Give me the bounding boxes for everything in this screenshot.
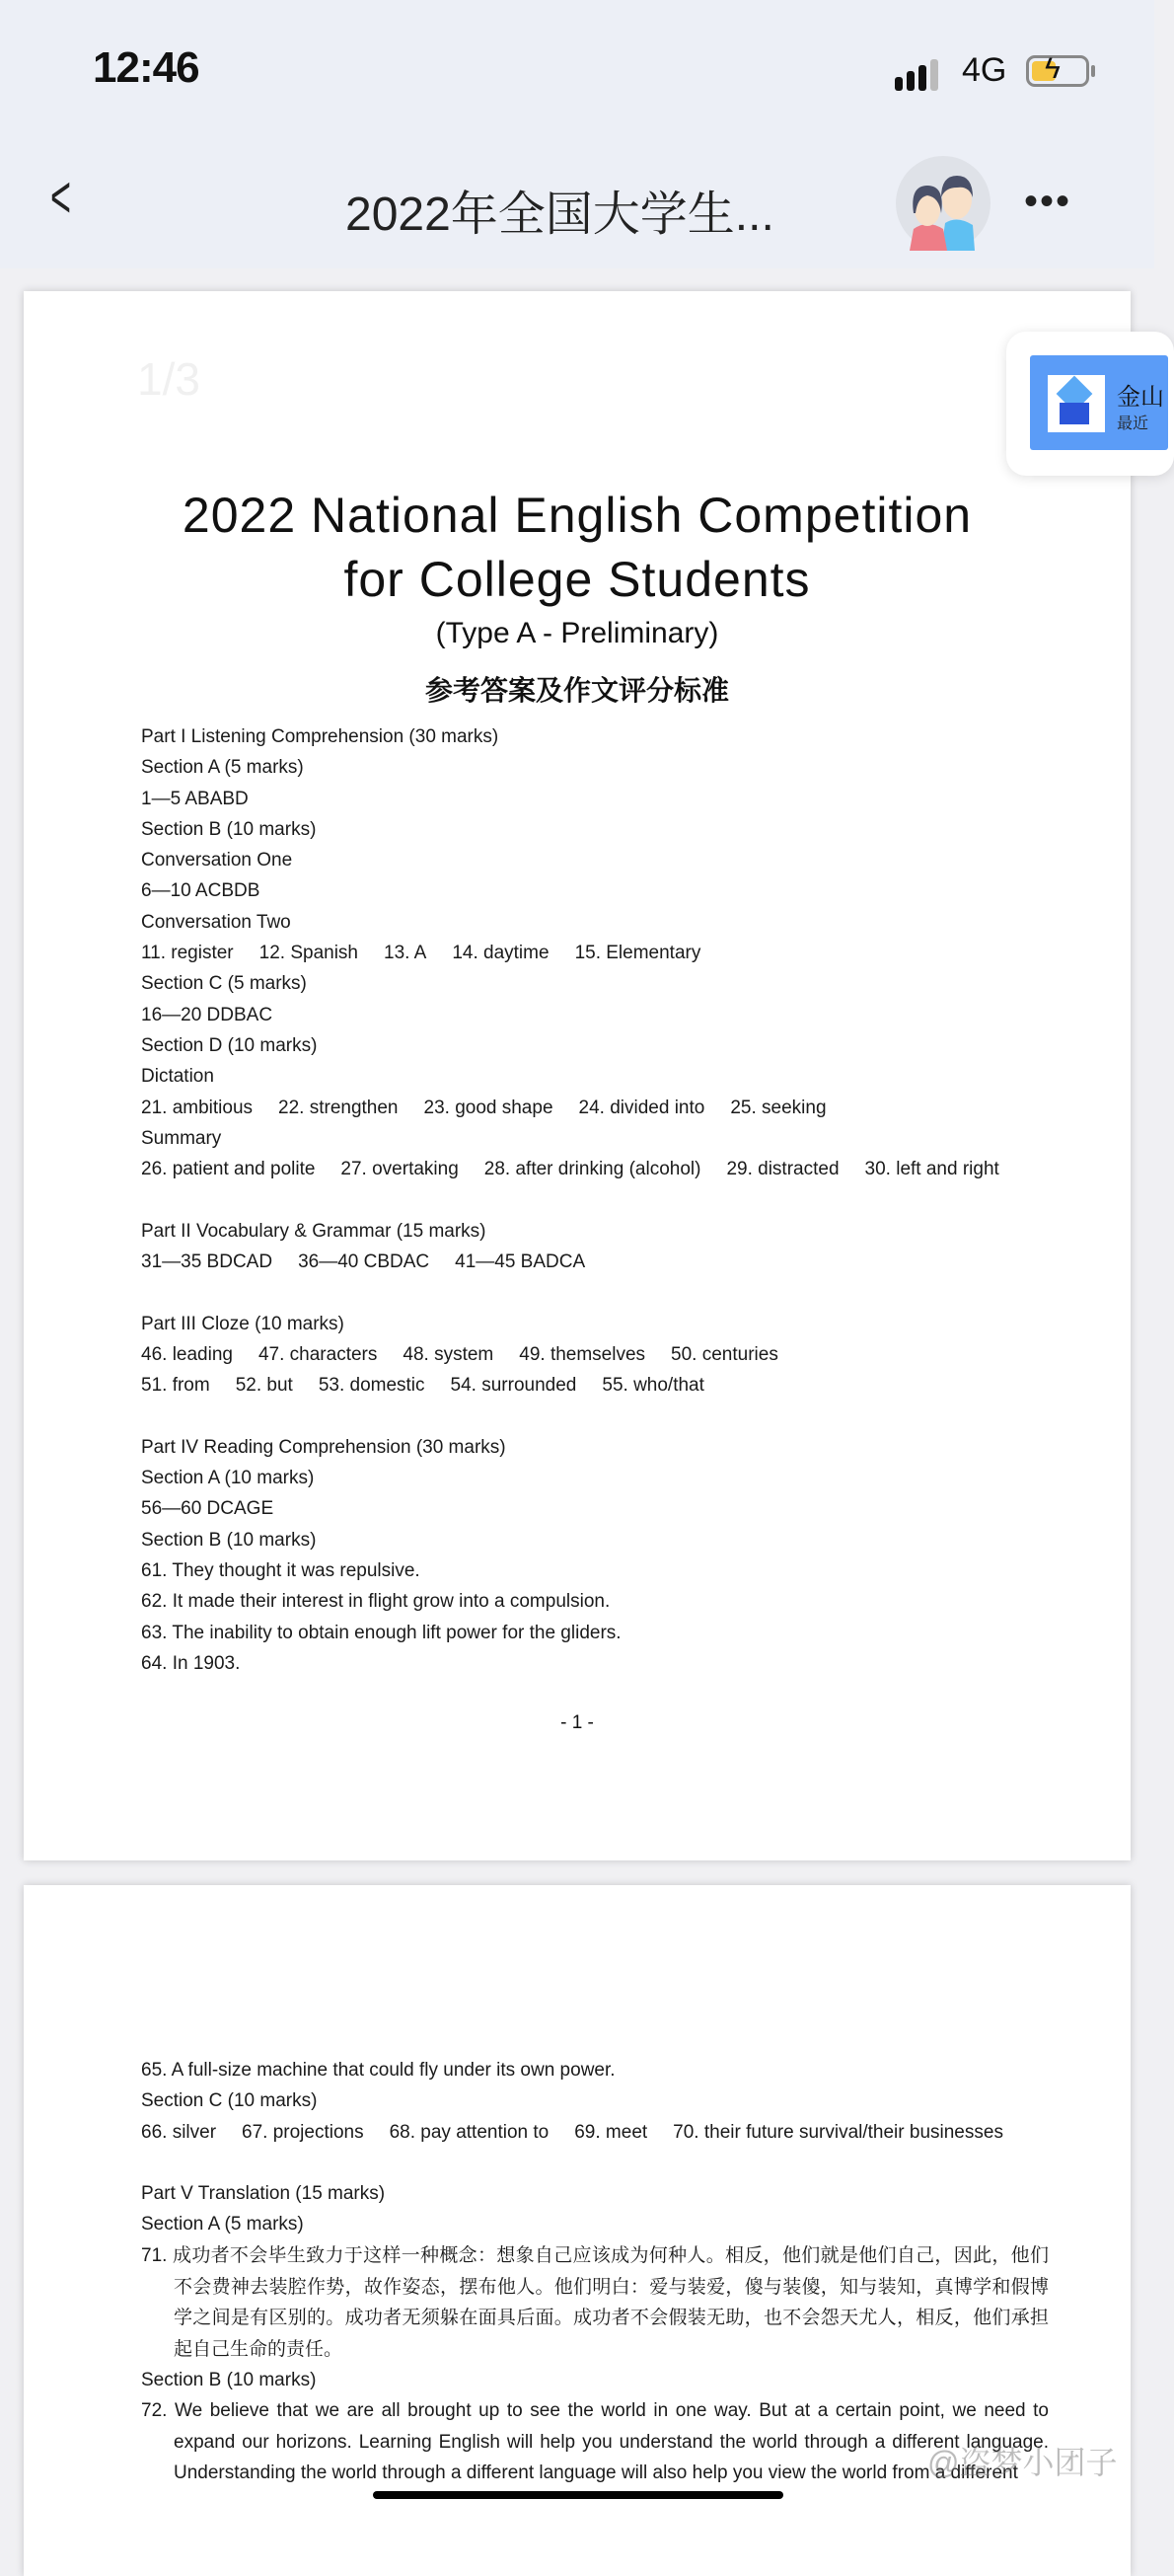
answer-line	[141, 1648, 1049, 1679]
page-number: - 1 -	[560, 1712, 594, 1733]
answer-item: 6—10 ACBDB	[141, 880, 260, 902]
answer-item: 1—5 ABABD	[141, 788, 249, 809]
answer-item: Summary	[141, 1127, 222, 1149]
answer-item: 22. strengthen	[278, 1097, 399, 1118]
answer-item: 69. meet	[574, 2121, 648, 2143]
answer-item: 25. seeking	[730, 1097, 827, 1118]
doc-title-line2: for College Students	[343, 552, 811, 607]
answer-item: 54. surrounded	[450, 1375, 577, 1397]
answer-line	[141, 1370, 1049, 1401]
answer-item: 14. daytime	[452, 943, 550, 964]
blank-line	[141, 2148, 1049, 2178]
answer-item: 70. their future survival/their businesses	[673, 2121, 1003, 2143]
blank-line	[141, 1184, 1049, 1215]
answer-item: 68. pay attention to	[389, 2121, 550, 2143]
document-title: 2022年全国大学生...	[345, 189, 774, 241]
answer-line	[141, 2209, 1049, 2239]
answer-line	[141, 752, 1049, 783]
answer-line	[141, 1061, 1049, 1092]
answer-line	[141, 875, 1049, 906]
answer-line	[141, 1093, 1049, 1123]
answer-item: 41—45 BADCA	[455, 1251, 586, 1273]
answer-line	[141, 1030, 1049, 1061]
answer-line	[141, 721, 1049, 752]
answer-line	[141, 1618, 1049, 1648]
answer-line	[141, 1000, 1049, 1030]
wps-app-card[interactable]	[1030, 355, 1168, 450]
answer-item: 66. silver	[141, 2121, 217, 2143]
answer-line	[141, 1432, 1049, 1463]
answer-item: Part II Vocabulary & Grammar (15 marks)	[141, 1220, 486, 1242]
answer-list-page2	[141, 2055, 1049, 2240]
answer-item: Section B (10 marks)	[141, 1529, 317, 1551]
answer-item: 24. divided into	[578, 1097, 705, 1118]
answer-item: 23. good shape	[423, 1097, 553, 1118]
answer-item: Section A (5 marks)	[141, 757, 304, 779]
blank-line	[141, 1277, 1049, 1308]
watermark: @盗梦小团子	[927, 2445, 1118, 2480]
answer-line	[141, 1123, 1049, 1154]
answer-item: 16—20 DDBAC	[141, 1004, 273, 1025]
widget-subtitle: 最近	[1117, 416, 1149, 432]
answer-line	[141, 1586, 1049, 1617]
answer-item: 55. who/that	[602, 1375, 704, 1397]
battery-tip	[1091, 65, 1095, 77]
answer-item: 36—40 CBDAC	[298, 1251, 430, 1273]
answer-line	[141, 1339, 1049, 1370]
network-type: 4G	[962, 51, 1007, 89]
answer-item: 63. The inability to obtain enough lift power for the gliders.	[141, 1622, 622, 1643]
answer-item: 29. distracted	[726, 1159, 840, 1180]
more-icon[interactable]: •••	[1024, 180, 1072, 223]
answer-line	[141, 784, 1049, 814]
answer-line	[141, 2117, 1049, 2148]
answer-item: Section A (5 marks)	[141, 2214, 304, 2235]
doc-chinese-heading: 参考答案及作文评分标准	[424, 674, 729, 707]
answer-item: Part IV Reading Comprehension (30 marks)	[141, 1436, 506, 1458]
answer-line	[141, 1247, 1049, 1277]
answer-item: 27. overtaking	[340, 1159, 459, 1180]
answer-item: 62. It made their interest in flight grow into a compulsion.	[141, 1591, 611, 1613]
answer-item: Part V Translation (15 marks)	[141, 2183, 386, 2205]
answer-line	[141, 1525, 1049, 1555]
avatar[interactable]	[896, 156, 991, 251]
top-bar	[0, 0, 1154, 268]
pdf-page-1	[24, 291, 1131, 1860]
answer-line	[141, 938, 1049, 968]
answer-line	[141, 1154, 1049, 1184]
answer-item: Conversation One	[141, 850, 293, 871]
blank-line	[141, 1402, 1049, 1432]
answer-item: Section A (10 marks)	[141, 1468, 315, 1489]
answer-line	[141, 1555, 1049, 1586]
doc-title-line1: 2022 National English Competition	[182, 488, 973, 543]
answer-item: Section B (10 marks)	[141, 818, 317, 840]
wps-logo-icon	[1048, 375, 1105, 432]
answer-item: 12. Spanish	[258, 943, 358, 964]
answer-line	[141, 968, 1049, 999]
answer-item: 46. leading	[141, 1343, 233, 1365]
translation-71: 71. 成功者不会毕生致力于这样一种概念：想象自己应该成为何种人。相反，他们就是他们自己，因此，他们不会费神去装腔作势，故作姿态，摆布他人。他们明白：爱与装爱，傻与装傻，知与装知，真博学和假博学之间是有区别的。成功者无须躲在面具后面。成功者不会假装无助，也不会怨天尤人，相反，他们承担起自己生命的责任。	[141, 2245, 1049, 2360]
page-indicator: 1/3	[137, 353, 200, 405]
answer-line	[141, 1309, 1049, 1339]
floating-app-widget[interactable]	[1006, 332, 1174, 476]
answer-item: Section C (5 marks)	[141, 973, 307, 995]
answer-item: 61. They thought it was repulsive.	[141, 1560, 420, 1582]
answer-line	[141, 814, 1049, 845]
answer-item: 50. centuries	[671, 1343, 778, 1365]
answer-list-page1	[141, 721, 1049, 1679]
section-b-label: Section B (10 marks)	[141, 2370, 317, 2390]
answer-item: Part I Listening Comprehension (30 marks)	[141, 726, 499, 747]
answer-item: 67. projections	[242, 2121, 364, 2143]
answer-item: 52. but	[235, 1375, 293, 1397]
widget-title: 金山	[1117, 384, 1164, 411]
answer-item: 56—60 DCAGE	[141, 1498, 274, 1520]
battery-charging-icon: ϟ	[1026, 55, 1089, 87]
people-icon	[896, 156, 991, 251]
answer-line	[141, 1216, 1049, 1247]
home-indicator[interactable]	[373, 2491, 783, 2499]
answer-item: 53. domestic	[318, 1375, 425, 1397]
answer-line	[141, 1463, 1049, 1493]
answer-item: Section C (10 marks)	[141, 2090, 318, 2112]
answer-item: 65. A full-size machine that could fly under its own power.	[141, 2060, 616, 2081]
answer-item: 28. after drinking (alcohol)	[483, 1159, 701, 1180]
answer-line	[141, 2055, 1049, 2085]
answer-item: Conversation Two	[141, 911, 291, 933]
answer-item: Section D (10 marks)	[141, 1034, 318, 1056]
answer-item: 64. In 1903.	[141, 1652, 241, 1674]
status-time: 12:46	[93, 43, 199, 92]
signal-icon	[893, 57, 948, 93]
chevron-left-icon[interactable]: <	[50, 164, 72, 230]
answer-line	[141, 1493, 1049, 1524]
answer-item: 51. from	[141, 1375, 210, 1397]
translation-block	[141, 2240, 1049, 2489]
answer-line	[141, 907, 1049, 938]
doc-subtitle: (Type A - Preliminary)	[435, 617, 719, 649]
answer-item: 48. system	[403, 1343, 494, 1365]
answer-item: 13. A	[384, 943, 427, 964]
answer-item: 15. Elementary	[574, 943, 701, 964]
answer-item: Part III Cloze (10 marks)	[141, 1313, 344, 1334]
answer-line	[141, 2178, 1049, 2209]
answer-item: 47. characters	[257, 1343, 378, 1365]
answer-item: 11. register	[141, 943, 234, 964]
translation-72: 72. We believe that we are all brought up to see the world in one way. But at a certain point, we need to expand our horizons. Learning English will help you understand the world through a different language. Understanding the world through a different language will also help you view the world from a different	[141, 2400, 1049, 2484]
answer-item: 49. themselves	[519, 1343, 646, 1365]
answer-item: 21. ambitious	[141, 1097, 254, 1118]
answer-item: Dictation	[141, 1066, 214, 1088]
answer-line	[141, 2085, 1049, 2116]
answer-item: 30. left and right	[864, 1159, 999, 1180]
answer-item: 31—35 BDCAD	[141, 1251, 273, 1273]
answer-item: 26. patient and polite	[141, 1159, 316, 1180]
answer-line	[141, 845, 1049, 875]
